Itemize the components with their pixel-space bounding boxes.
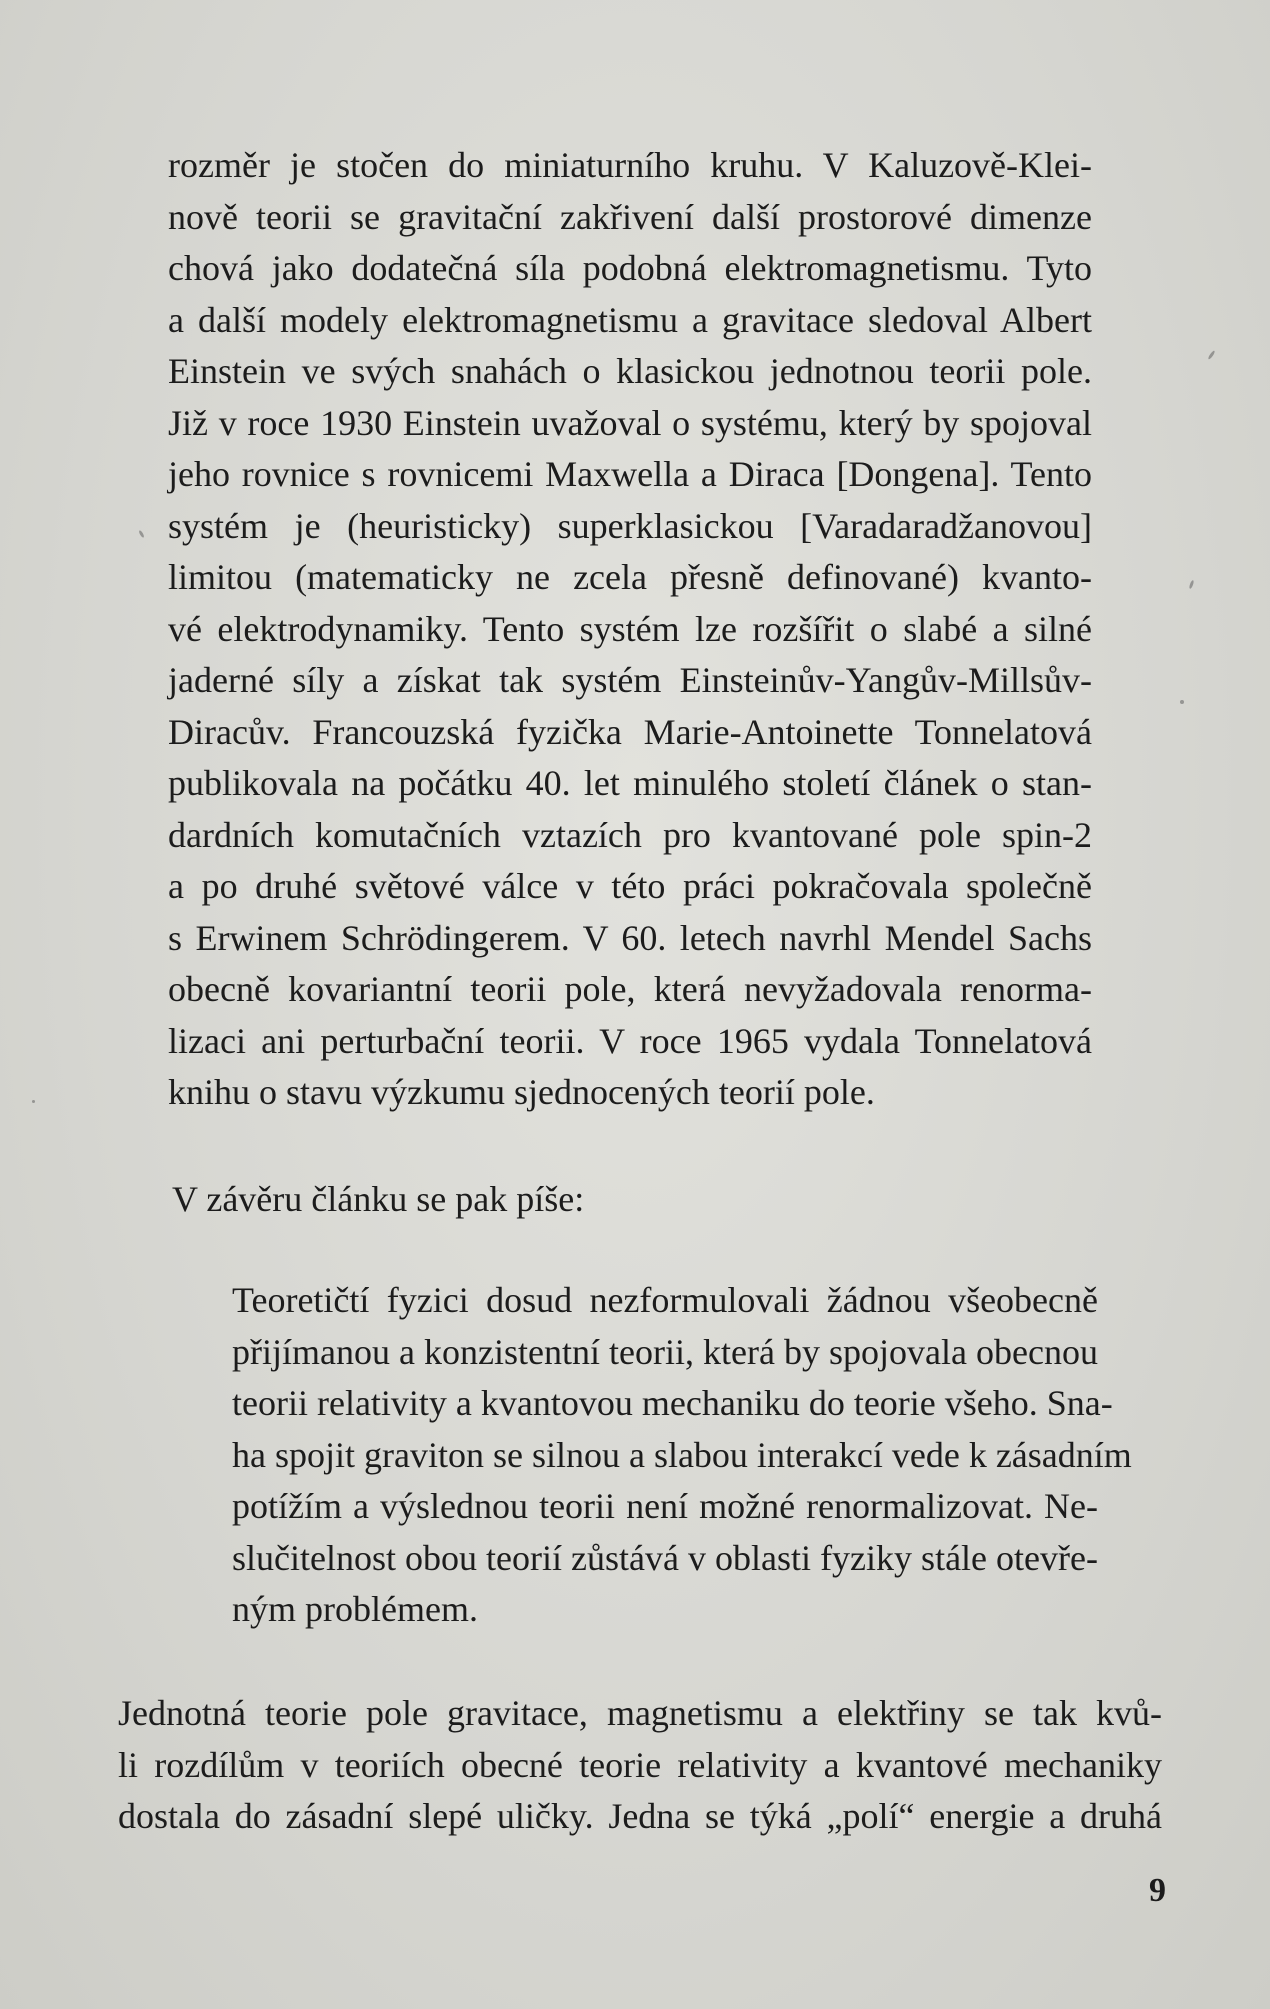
text-line: dardních komutačních vztazích pro kvantované pole spin-2: [168, 814, 1092, 855]
paragraph-closing: [118, 1688, 1162, 1843]
text-line: Teoretičtí fyzici dosud nezformulovali žádnou všeobecně: [232, 1280, 1098, 1320]
text-line: knihu o stavu výzkumu sjednocených teorií pole.: [168, 1072, 875, 1112]
text-line: a po druhé světové válce v této práci pokračovala společně: [168, 866, 1092, 906]
text-line: lizaci ani perturbační teorii. V roce 1965 vydala Tonnelatová: [168, 1020, 1092, 1061]
paragraph-body-continuation: [168, 140, 1092, 1119]
text-line: dostala do zásadní slepé uličky. Jedna se týká „polí“ energie a druhá: [118, 1796, 1162, 1836]
text-line: ným problémem.: [232, 1589, 478, 1629]
text-line: teorii relativity a kvantovou mechaniku do teorie všeho. Sna-: [232, 1383, 1113, 1423]
block-quote: [232, 1275, 1132, 1636]
text-line: V závěru článku se pak píše:: [172, 1179, 585, 1219]
page-number: 9: [1149, 1872, 1166, 1909]
paper-speck: [1189, 580, 1195, 589]
paper-speck: [1207, 350, 1215, 360]
text-line: Již v roce 1930 Einstein uvažoval o systému, který by spojoval: [168, 402, 1092, 443]
paper-speck: [32, 1100, 35, 1103]
text-line: potížím a výslednou teorii není možné renormalizovat. Ne-: [232, 1486, 1098, 1526]
text-line: obecně kovariantní teorii pole, která nevyžadovala renorma-: [168, 969, 1092, 1009]
text-line: s Erwinem Schrödingerem. V 60. letech navrhl Mendel Sachs: [168, 917, 1092, 958]
text-line: publikovala na počátku 40. let minulého století článek o stan-: [168, 763, 1092, 803]
text-line: slučitelnost obou teorií zůstává v oblasti fyziky stále otevře-: [232, 1537, 1098, 1578]
text-line: systém je (heuristicky) superklasickou [Varadaradžanovou]: [168, 505, 1092, 546]
text-line: Diracův. Francouzská fyzička Marie-Antoinette Tonnelatová: [168, 711, 1092, 752]
paper-speck: [138, 530, 145, 538]
text-line: chová jako dodatečná síla podobná elektromagnetismu. Tyto: [168, 248, 1092, 288]
text-line: jaderné síly a získat tak systém Einsteinův-Yangův-Millsův-: [168, 660, 1092, 700]
paragraph-intro-to-quote: [172, 1174, 772, 1226]
text-line: a další modely elektromagnetismu a gravitace sledoval Albert: [168, 299, 1092, 340]
text-line: limitou (matematicky ne zcela přesně definované) kvanto-: [168, 557, 1092, 597]
text-line: rozměr je stočen do miniaturního kruhu. V Kaluzově-Klei-: [168, 145, 1092, 185]
text-line: Einstein ve svých snahách o klasickou jednotnou teorii pole.: [168, 351, 1092, 391]
text-line: Jednotná teorie pole gravitace, magnetismu a elektřiny se tak kvů-: [118, 1693, 1162, 1733]
text-line: jeho rovnice s rovnicemi Maxwella a Diraca [Dongena]. Tento: [168, 454, 1092, 494]
text-line: vé elektrodynamiky. Tento systém lze rozšířit o slabé a silné: [168, 608, 1092, 649]
text-line: nově teorii se gravitační zakřivení další prostorové dimenze: [168, 196, 1092, 237]
text-line: přijímanou a konzistentní teorii, která by spojovala obecnou: [232, 1331, 1098, 1372]
paper-speck: [1180, 700, 1184, 704]
text-line: li rozdílům v teoriích obecné teorie relativity a kvantové mechaniky: [118, 1744, 1162, 1785]
text-line: ha spojit graviton se silnou a slabou interakcí vede k zásadním: [232, 1434, 1132, 1475]
